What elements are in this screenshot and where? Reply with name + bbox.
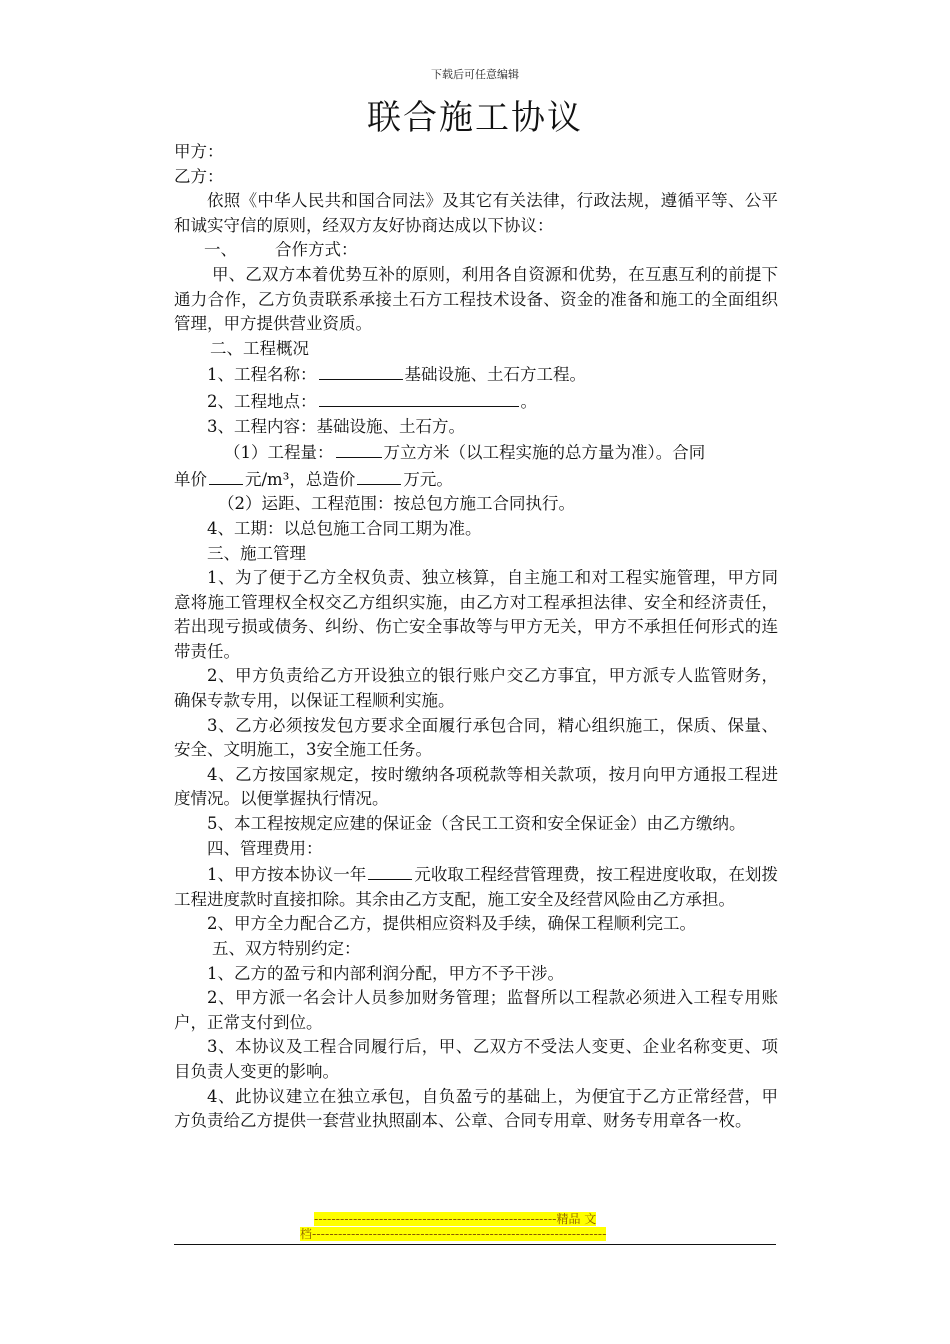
intro-paragraph: 依照《中华人民共和国合同法》及其它有关法律，行政法规，遵循平等、公平和诚实守信的原则，经双方友好协商达成以下协议： [174, 191, 778, 235]
section-1-number: 一、 [204, 240, 237, 260]
project-name-line [174, 361, 778, 388]
header-note: 下载后可任意编辑 [431, 68, 519, 81]
quantity-blank [336, 439, 382, 458]
price-label: 单价 [174, 469, 207, 489]
section-1-text: 甲、乙双方本着优势互补的原则，利用各自资源和优势，在互惠互利的前提下通力合作，乙方负责联系承接土石方工程技术设备、资金的准备和施工的全面组织管理，甲方提供营业资质。 [174, 264, 778, 334]
range-line: （2）运距、工程范围：按总包方施工合同执行。 [218, 494, 575, 514]
total-price-blank [357, 466, 401, 485]
section-3-item-5: 5、本工程按规定应建的保证金（含民工工资和安全保证金）由乙方缴纳。 [207, 814, 746, 834]
footer-line-2: 档-------------------------------------------------------------------- [300, 1227, 607, 1241]
quantity-suffix: 万立方米（以工程实施的总方量为准）。合同 [383, 443, 706, 463]
footer-divider [174, 1244, 776, 1245]
project-location-label: 2、工程地点： [207, 391, 317, 411]
price-line [174, 466, 778, 493]
section-1-title: 合作方式： [275, 240, 358, 260]
price-suffix: 万元。 [403, 469, 453, 489]
project-content-line: 3、工程内容：基础设施、土石方。 [207, 416, 465, 436]
section-2-heading: 二、工程概况 [210, 338, 309, 358]
party-b: 乙方： [174, 166, 224, 186]
project-location-line [174, 388, 778, 415]
section-3-item-1: 1、为了便于乙方全权负责、独立核算，自主施工和对工程实施管理，甲方同意将施工管理权全权交乙方组织实施，由乙方对工程承担法律、安全和经济责任，若出现亏损或债务、纠纷、伤亡安全事故等与甲方无关，甲方不承担任何形式的连带责任。 [174, 568, 778, 661]
project-name-suffix: 基础设施、土石方工程。 [404, 365, 586, 385]
section-4-item-2: 2、甲方全力配合乙方，提供相应资料及手续，确保工程顺利完工。 [207, 914, 696, 934]
quantity-label: （1）工程量： [224, 443, 334, 463]
party-a: 甲方： [174, 142, 224, 161]
footer-watermark [300, 1212, 648, 1242]
section-5-item-4: 4、此协议建立在独立承包，自负盈亏的基础上，为便宜于乙方正常经营，甲方负责给乙方提供一套营业执照副本、公章、合同专用章、财务专用章各一枚。 [174, 1086, 778, 1131]
section-5-item-1: 1、乙方的盈亏和内部利润分配，甲方不予干涉。 [207, 963, 564, 983]
document-title: 联合施工协议 [367, 98, 583, 138]
section-3-heading: 三、施工管理 [207, 543, 306, 563]
footer-line-1: --------------------------------------------------------精品 文 [314, 1212, 597, 1226]
quantity-line [174, 439, 778, 466]
unit-price-blank [209, 466, 243, 485]
document-body [174, 140, 778, 1134]
section-5-item-3: 3、本协议及工程合同履行后，甲、乙双方不受法人变更、企业名称变更、项目负责人变更的影响。 [174, 1037, 778, 1081]
section-1-heading [174, 238, 778, 263]
period-line: 4、工期：以总包施工合同工期为准。 [207, 518, 482, 538]
section-3-item-4: 4、乙方按国家规定，按时缴纳各项税款等相关款项，按月向甲方通报工程进度情况。以便掌握执行情况。 [174, 764, 778, 809]
section-4-item-1 [174, 861, 778, 912]
section-3-item-2: 2、甲方负责给乙方开设独立的银行账户交乙方事宜，甲方派专人监管财务，确保专款专用，以保证工程顺利实施。 [174, 666, 778, 711]
section-5-heading: 五、双方特别约定： [212, 939, 361, 958]
section-3-item-3: 3、乙方必须按发包方要求全面履行承包合同，精心组织施工，保质、保量、安全、文明施工，3安全施工任务。 [174, 715, 778, 760]
section-4-heading: 四、管理费用： [207, 838, 323, 858]
fee-suffix: 元收取工程经营管理费，按工程进度收取，在划拨工程进度款时直接扣除。其余由乙方支配，施工安全及经营风险由乙方承担。 [174, 865, 778, 909]
fee-blank [368, 861, 412, 880]
price-middle: 元/m³，总造价 [245, 469, 356, 489]
section-5-item-2: 2、甲方派一名会计人员参加财务管理；监督所以工程款必须进入工程专用账户，正常支付到位。 [174, 988, 778, 1032]
project-location-blank [319, 388, 519, 407]
project-name-label: 1、工程名称： [207, 365, 317, 385]
fee-prefix: 1、甲方按本协议一年 [207, 865, 367, 885]
project-name-blank [319, 361, 403, 380]
project-location-suffix: 。 [520, 391, 537, 411]
